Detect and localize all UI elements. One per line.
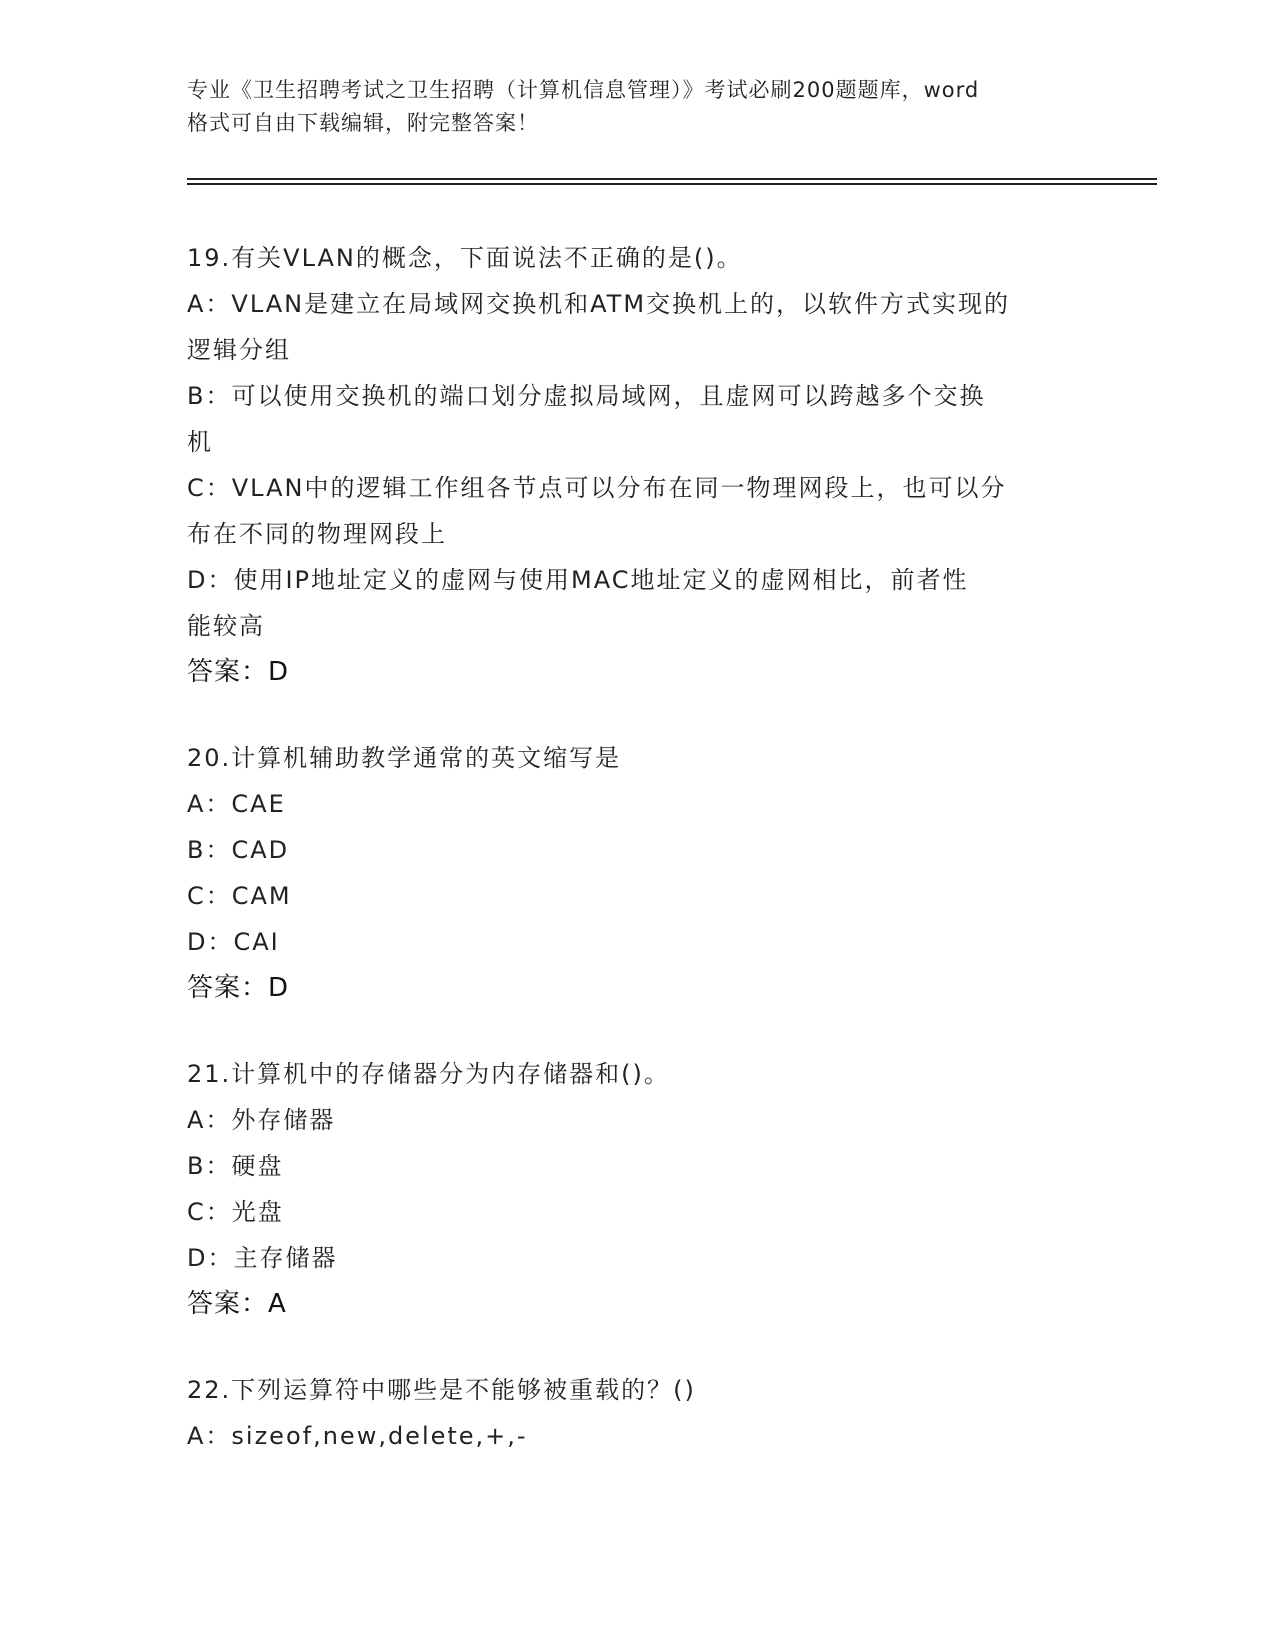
option-line: B：硬盘 (187, 1152, 284, 1180)
question-stem: 21.计算机中的存储器分为内存储器和()。 (187, 1060, 670, 1088)
header-line-1: 专业《卫生招聘考试之卫生招聘（计算机信息管理）》考试必刷200题题库，word (187, 78, 980, 102)
question-22 (187, 1367, 1087, 1459)
option-line: 机 (187, 428, 213, 456)
option-line: C：CAM (187, 882, 292, 910)
option-line: A：sizeof,new,delete,+,- (187, 1422, 528, 1450)
option-line: C：光盘 (187, 1198, 284, 1226)
answer-label: 答案：D (187, 657, 290, 687)
option-line: 布在不同的物理网段上 (187, 520, 447, 548)
question-stem: 19.有关VLAN的概念，下面说法不正确的是()。 (187, 244, 743, 272)
option-line: D：CAI (187, 928, 280, 956)
question-stem: 22.下列运算符中哪些是不能够被重载的？() (187, 1376, 696, 1404)
question-stem: 20.计算机辅助教学通常的英文缩写是 (187, 744, 622, 772)
header-divider-top (187, 178, 1157, 180)
question-21 (187, 1051, 1087, 1327)
header-divider-bottom (187, 183, 1157, 185)
question-list (187, 235, 1087, 1499)
option-line: C：VLAN中的逻辑工作组各节点可以分布在同一物理网段上，也可以分 (187, 474, 1007, 502)
option-line: B：CAD (187, 836, 290, 864)
option-line: D：主存储器 (187, 1244, 338, 1272)
question-19 (187, 235, 1087, 695)
option-line: A：CAE (187, 790, 286, 818)
option-line: A：外存储器 (187, 1106, 336, 1134)
option-line: B：可以使用交换机的端口划分虚拟局域网，且虚网可以跨越多个交换 (187, 382, 986, 410)
option-line: 逻辑分组 (187, 336, 291, 364)
option-line: 能较高 (187, 612, 265, 640)
question-20 (187, 735, 1087, 1011)
option-line: A：VLAN是建立在局域网交换机和ATM交换机上的，以软件方式实现的 (187, 290, 1011, 318)
document-header (187, 74, 1087, 140)
header-line-2: 格式可自由下载编辑，附完整答案！ (187, 111, 539, 135)
answer-label: 答案：A (187, 1289, 287, 1319)
option-line: D：使用IP地址定义的虚网与使用MAC地址定义的虚网相比，前者性 (187, 566, 969, 594)
answer-label: 答案：D (187, 973, 290, 1003)
